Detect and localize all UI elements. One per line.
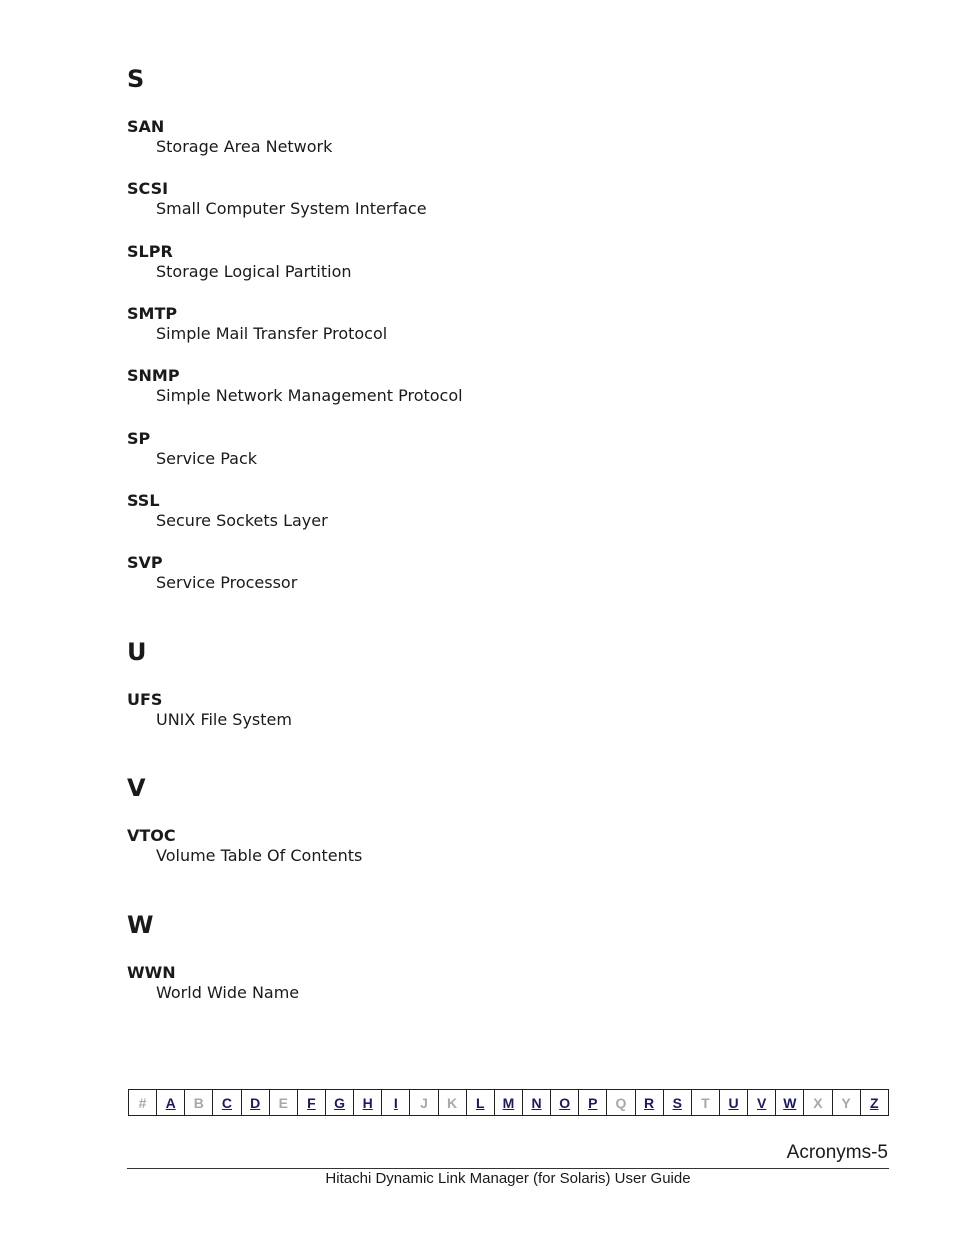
acronym-term: SLPR — [127, 242, 173, 261]
jump-link-q: Q — [607, 1090, 635, 1115]
jump-link-k: K — [439, 1090, 467, 1115]
section-letter: V — [127, 774, 146, 802]
acronym-entry — [127, 429, 257, 469]
jump-link-hash: # — [129, 1090, 157, 1115]
jump-link-x: X — [804, 1090, 832, 1115]
acronym-entry — [127, 491, 328, 531]
jump-link-g[interactable]: G — [326, 1090, 354, 1115]
acronym-entry — [127, 242, 352, 282]
jump-link-j: J — [410, 1090, 438, 1115]
alphabet-jump-bar — [128, 1089, 889, 1116]
jump-link-b: B — [185, 1090, 213, 1115]
acronym-definition: Storage Logical Partition — [156, 262, 352, 281]
acronym-entry — [127, 553, 297, 593]
acronym-entry — [127, 304, 387, 344]
acronym-term: SNMP — [127, 366, 180, 385]
jump-link-c[interactable]: C — [213, 1090, 241, 1115]
jump-link-u[interactable]: U — [720, 1090, 748, 1115]
acronym-definition: Simple Mail Transfer Protocol — [156, 324, 388, 343]
jump-link-t: T — [692, 1090, 720, 1115]
acronym-term: SCSI — [127, 179, 169, 198]
acronym-term: UFS — [127, 690, 163, 709]
section-letter: W — [127, 911, 154, 939]
acronym-definition: Service Processor — [156, 573, 298, 592]
acronym-term: SVP — [127, 553, 163, 572]
section-heading-v — [127, 776, 146, 800]
acronym-term: SMTP — [127, 304, 178, 323]
acronym-definition: Storage Area Network — [156, 137, 333, 156]
acronym-term: VTOC — [127, 826, 176, 845]
jump-link-w[interactable]: W — [776, 1090, 804, 1115]
jump-link-d[interactable]: D — [242, 1090, 270, 1115]
section-heading-s — [127, 67, 144, 91]
jump-link-m[interactable]: M — [495, 1090, 523, 1115]
section-letter: U — [127, 638, 147, 666]
acronym-term: WWN — [127, 963, 176, 982]
acronym-definition: Service Pack — [156, 449, 258, 468]
jump-link-y: Y — [833, 1090, 861, 1115]
acronym-definition: Secure Sockets Layer — [156, 511, 328, 530]
acronym-entry — [127, 117, 332, 157]
acronym-definition: Volume Table Of Contents — [156, 846, 363, 865]
acronym-entry — [127, 179, 427, 219]
jump-link-o[interactable]: O — [551, 1090, 579, 1115]
jump-link-i[interactable]: I — [382, 1090, 410, 1115]
jump-link-e: E — [270, 1090, 298, 1115]
acronym-entry — [127, 366, 463, 406]
jump-link-p[interactable]: P — [579, 1090, 607, 1115]
footer-divider — [127, 1168, 889, 1169]
acronym-term: SAN — [127, 117, 165, 136]
jump-link-h[interactable]: H — [354, 1090, 382, 1115]
section-letter: S — [127, 65, 145, 93]
acronym-definition: World Wide Name — [156, 983, 300, 1002]
section-heading-w — [127, 913, 153, 937]
acronym-definition: Small Computer System Interface — [156, 199, 427, 218]
jump-link-l[interactable]: L — [467, 1090, 495, 1115]
acronym-term: SP — [127, 429, 151, 448]
jump-link-r[interactable]: R — [636, 1090, 664, 1115]
acronym-entry — [127, 963, 299, 1003]
section-heading-u — [127, 640, 147, 664]
jump-link-n[interactable]: N — [523, 1090, 551, 1115]
guide-title: Hitachi Dynamic Link Manager (for Solaris) User Guide — [325, 1170, 691, 1187]
jump-link-a[interactable]: A — [157, 1090, 185, 1115]
acronym-definition: Simple Network Management Protocol — [156, 386, 463, 405]
page-number: Acronyms-5 — [786, 1142, 888, 1163]
acronym-definition: UNIX File System — [156, 710, 292, 729]
acronym-term: SSL — [127, 491, 160, 510]
acronym-entry — [127, 690, 292, 730]
jump-link-f[interactable]: F — [298, 1090, 326, 1115]
acronym-entry — [127, 826, 362, 866]
jump-link-v[interactable]: V — [748, 1090, 776, 1115]
jump-link-s[interactable]: S — [664, 1090, 692, 1115]
jump-link-z[interactable]: Z — [869, 1094, 879, 1111]
